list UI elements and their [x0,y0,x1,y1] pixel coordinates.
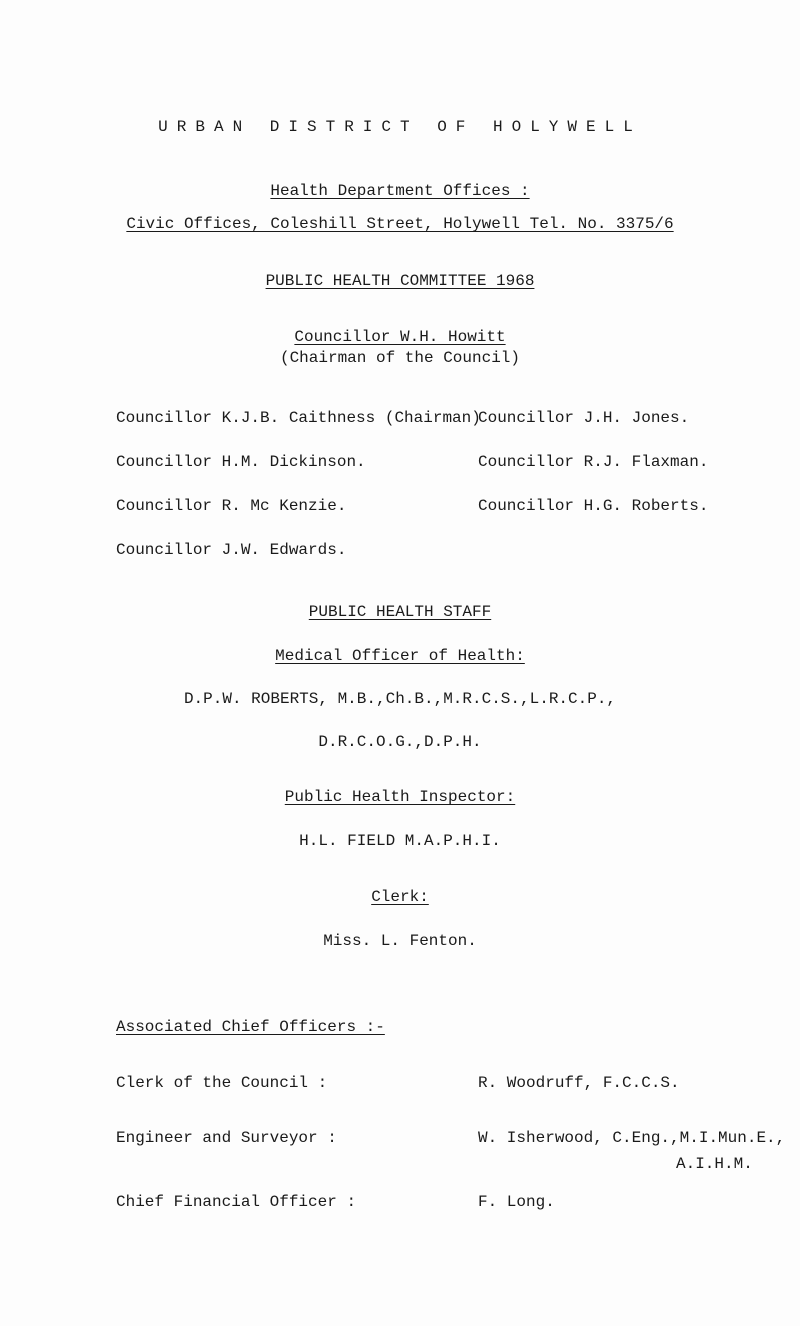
member-left-3: Councillor R. Mc Kenzie. [116,497,347,515]
chair-name: Councillor W.H. Howitt [294,328,506,346]
member-right-1: Councillor J.H. Jones. [478,409,690,427]
document-title: URBAN DISTRICT OF HOLYWELL [158,118,642,136]
officer-name-1: R. Woodruff, F.C.C.S. [478,1074,680,1092]
member-left-2: Councillor H.M. Dickinson. [116,453,366,471]
officer-name-2: W. Isherwood, C.Eng.,M.I.Mun.E., [478,1129,786,1147]
address-line: Civic Offices, Coleshill Street, Holywell Tel. No. 3375/6 [126,215,674,233]
associated-heading: Associated Chief Officers :- [116,1018,385,1036]
staff-heading: PUBLIC HEALTH STAFF [308,603,492,621]
moh-qualifications-2: D.R.C.O.G.,D.P.H. [318,733,482,751]
officer-name-2-cont: A.I.H.M. [676,1155,753,1173]
member-left-1: Councillor K.J.B. Caithness (Chairman) [116,409,481,427]
member-right-3: Councillor H.G. Roberts. [478,497,709,515]
inspector-title: Public Health Inspector: [284,788,516,806]
committee-heading: PUBLIC HEALTH COMMITTEE 1968 [265,272,535,290]
member-left-4: Councillor J.W. Edwards. [116,541,347,559]
clerk-name: Miss. L. Fenton. [323,932,477,950]
chair-role: (Chairman of the Council) [279,349,521,367]
officer-role-1: Clerk of the Council : [116,1074,328,1092]
office-heading: Health Department Offices : [270,182,530,200]
member-right-2: Councillor R.J. Flaxman. [478,453,709,471]
inspector-name: H.L. FIELD M.A.P.H.I. [299,832,501,850]
moh-qualifications-1: D.P.W. ROBERTS, M.B.,Ch.B.,M.R.C.S.,L.R.C.P., [183,690,617,708]
moh-title: Medical Officer of Health: [275,647,525,665]
officer-name-3: F. Long. [478,1193,555,1211]
officer-role-2: Engineer and Surveyor : [116,1129,337,1147]
officer-role-3: Chief Financial Officer : [116,1193,357,1211]
clerk-title: Clerk: [371,888,429,906]
